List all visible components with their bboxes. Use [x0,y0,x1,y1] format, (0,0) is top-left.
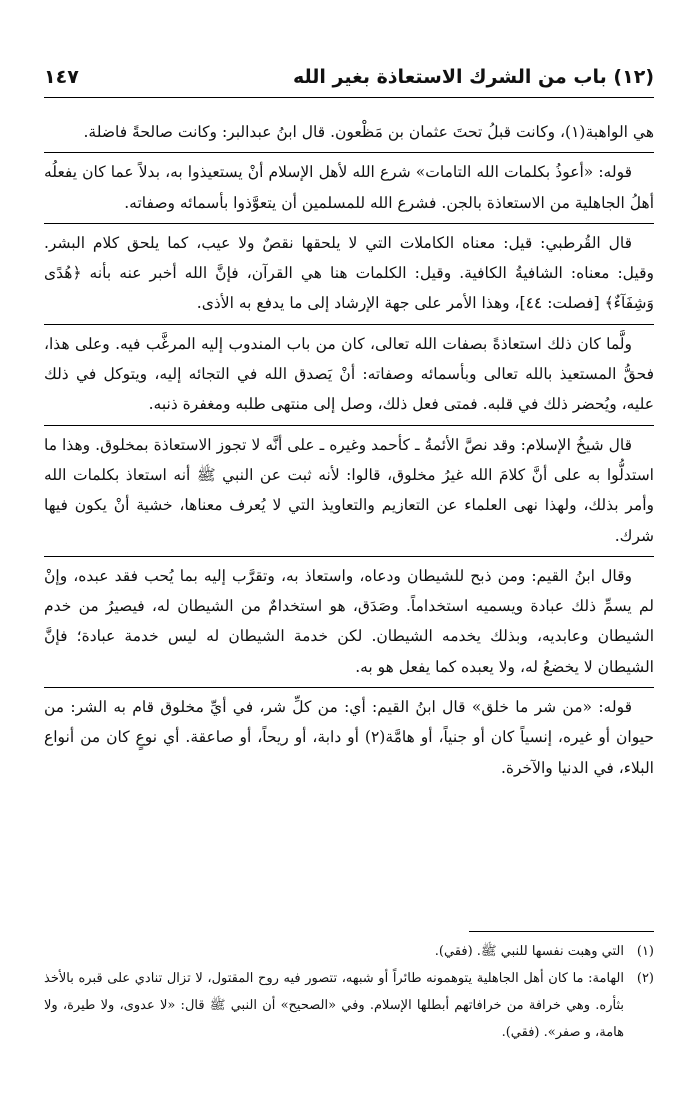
paragraph-7: قوله: «من شر ما خلق» قال ابنُ القيم: أي: من كلِّ شر، في أيِّ مخلوق قام به الشر: من حيوان أو غيره، إنسياً كان أو جنياً، أو هامَّة(٢) أو دابة، أو ريحاً، أو صاعقة. أي نوعٍ كان من أنواع البلاء، في الدنيا والآخرة. [44,698,654,777]
footnote-number: (٢) [636,971,654,986]
paragraph-5: قال شيخُ الإسلام: وقد نصَّ الأئمةُ ـ كأحمد وغيره ـ على أنَّه لا تجوز الاستعاذة بمخلوق. وهذا ما استدلُّوا به على أنَّ كلامَ الله غيرُ مخلوق، قالوا: لأنه ثبت عن النبي ﷺ أنه استعاذ بكلمات الله وأمر بذلك، ولهذا نهى العلماء عن التعازيم والتعاويذ التي لا يُعرف معناها، خشية أنْ يكون فيها شرك. [44,435,654,545]
header-rule [44,97,654,98]
footnotes [44,938,654,1046]
running-header [44,62,654,98]
footnote-text: الهامة: ما كان أهل الجاهلية يتوهمونه طائراً أو شبهه، تتصور فيه روح المقتول، لا تزال تنادي على قبره بالأخذ بثأره. وهي خرافة من خرافاتهم أبطلها الإسلام. وفي «الصحيح» أن النبي ﷺ قال: «لا عدوى، ولا طيرة، ولا هامة، و صفر». (فقي). [44,971,624,1040]
paragraph-3: قال القُرطبي: قيل: معناه الكاملات التي لا يلحقها نقصٌ ولا عيب، كما يلحق كلام البشر. وقيل: معناه: الشافيةُ الكافية. وقيل: الكلمات هنا هي القرآن، فإنَّ الله أخبر عنه بأنه ﴿هُدًى وَشِفَآءٌ﴾ [فصلت: ٤٤]، وهذا الأمر على جهة الإرشاد إلى ما يدفع به الأذى. [44,233,654,313]
chapter-title: (١٢) باب من الشرك الاستعاذة بغير الله [293,66,654,88]
footnote-rule [469,931,654,932]
paragraph-2: قوله: «أعوذُ بكلمات الله التامات» شرع الله لأهل الإسلام أنْ يستعيذوا به، بدلاً عما كان يفعلُه أهلُ الجاهلية من الاستعاذة بالجن. فشرع الله للمسلمين أن يتعوَّذوا بأسمائه وصفاته. [44,163,654,212]
paragraph-6: وقال ابنُ القيم: ومن ذبح للشيطان ودعاه، واستعاذ به، وتقرَّب إليه بما يُحب فقد عبده، وإنْ لم يسمِّ ذلك عبادة ويسميه استخداماً. وصَدَق، هو استخدامٌ من الشيطان له، فيصيرُ من خدم الشيطان وعابديه، وبذلك يخدمه الشيطان. لكن خدمة الشيطان له ليس خدمة عبادة؛ فإنَّ الشيطان لا يخضعُ له، ولا يعبده كما يفعل هو به. [44,566,654,676]
paragraph-1: هي الواهبة(١)، وكانت قبلُ تحتَ عثمان بن مَظْعون. قال ابنُ عبدالبر: وكانت صالحةً فاضلة. [83,123,654,141]
footnote-1 [44,938,654,965]
footnote-2 [44,965,654,1046]
main-text [44,113,654,788]
paragraph-4: ولَّما كان ذلك استعاذةً بصفات الله تعالى، كان من باب المندوب إليه المرغَّب فيه. وعلى هذا، فحقُّ المستعيذ بالله تعالى وبأسمائه وصفاته: أنْ يَصدق الله في التجائه إليه، ويتوكل في ذلك عليه، ويُحضر ذلك في قلبه. فمتى فعل ذلك، وصل إلى منتهى طلبه ومغفرة ذنبه. [44,334,654,414]
footnote-text: التي وهبت نفسها للنبي ﷺ. (فقي). [434,944,624,959]
footnote-number: (١) [636,944,654,959]
page-number: ١٤٧ [44,66,79,88]
